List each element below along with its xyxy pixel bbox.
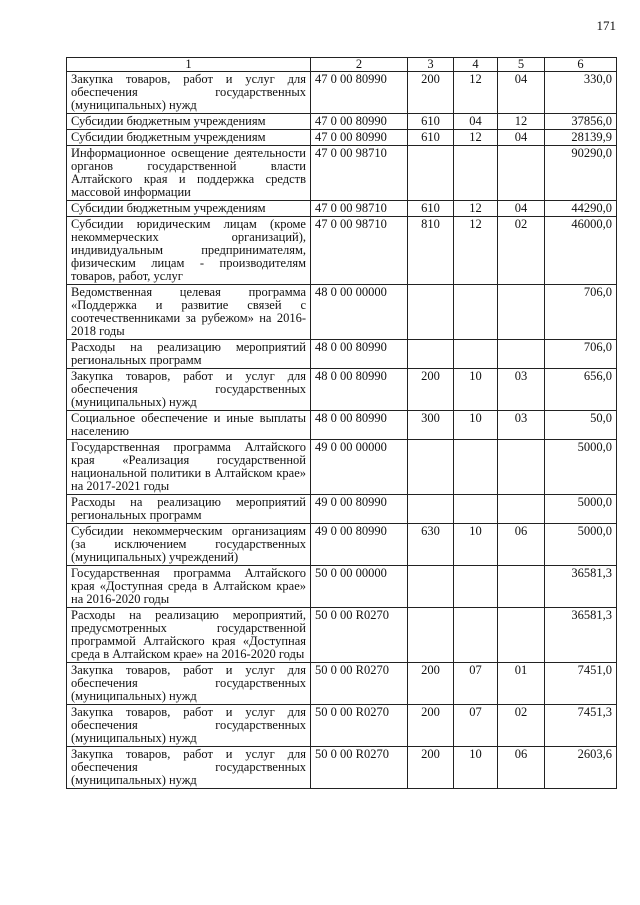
row-sum-cell: 5000,0 bbox=[545, 440, 617, 495]
row-sum-cell: 2603,6 bbox=[545, 747, 617, 789]
column-header-row bbox=[67, 58, 617, 72]
column-header-5: 5 bbox=[498, 58, 545, 72]
row-rz-cell: 10 bbox=[454, 524, 498, 566]
row-sum-cell: 7451,0 bbox=[545, 663, 617, 705]
row-vr-cell: 610 bbox=[408, 201, 454, 217]
row-code-cell: 47 0 00 80990 bbox=[311, 114, 408, 130]
row-pr-cell: 04 bbox=[498, 72, 545, 114]
row-code-cell: 47 0 00 98710 bbox=[311, 146, 408, 201]
table-row bbox=[67, 114, 617, 130]
row-pr-cell bbox=[498, 440, 545, 495]
row-rz-cell: 12 bbox=[454, 201, 498, 217]
row-pr-cell: 02 bbox=[498, 705, 545, 747]
budget-table bbox=[66, 57, 617, 789]
row-rz-cell: 12 bbox=[454, 217, 498, 285]
row-name-cell: Расходы на реализацию мероприятий региональных программ bbox=[67, 495, 311, 524]
row-code-cell: 48 0 00 80990 bbox=[311, 340, 408, 369]
row-vr-cell: 200 bbox=[408, 663, 454, 705]
table-row bbox=[67, 524, 617, 566]
row-sum-cell: 5000,0 bbox=[545, 524, 617, 566]
row-pr-cell: 03 bbox=[498, 369, 545, 411]
row-pr-cell: 03 bbox=[498, 411, 545, 440]
row-rz-cell: 04 bbox=[454, 114, 498, 130]
row-vr-cell bbox=[408, 566, 454, 608]
table-row bbox=[67, 201, 617, 217]
row-name-cell: Субсидии бюджетным учреждениям bbox=[67, 201, 311, 217]
row-code-cell: 47 0 00 80990 bbox=[311, 130, 408, 146]
table-row bbox=[67, 608, 617, 663]
row-pr-cell bbox=[498, 146, 545, 201]
row-name-cell: Субсидии бюджетным учреждениям bbox=[67, 130, 311, 146]
row-pr-cell bbox=[498, 285, 545, 340]
table-row bbox=[67, 130, 617, 146]
column-header-6: 6 bbox=[545, 58, 617, 72]
row-name-cell: Государственная программа Алтайского края «Реализация государственной национальной политики в Алтайском крае» на 2017-2021 годы bbox=[67, 440, 311, 495]
table-row bbox=[67, 663, 617, 705]
row-rz-cell bbox=[454, 146, 498, 201]
row-rz-cell: 12 bbox=[454, 130, 498, 146]
row-code-cell: 47 0 00 98710 bbox=[311, 217, 408, 285]
row-sum-cell: 330,0 bbox=[545, 72, 617, 114]
row-name-cell: Расходы на реализацию мероприятий региональных программ bbox=[67, 340, 311, 369]
table-row bbox=[67, 285, 617, 340]
row-rz-cell bbox=[454, 285, 498, 340]
table-row bbox=[67, 747, 617, 789]
row-sum-cell: 44290,0 bbox=[545, 201, 617, 217]
row-vr-cell: 630 bbox=[408, 524, 454, 566]
row-code-cell: 47 0 00 80990 bbox=[311, 72, 408, 114]
row-rz-cell: 10 bbox=[454, 747, 498, 789]
row-sum-cell: 656,0 bbox=[545, 369, 617, 411]
row-vr-cell bbox=[408, 146, 454, 201]
row-vr-cell: 610 bbox=[408, 114, 454, 130]
row-rz-cell: 10 bbox=[454, 369, 498, 411]
row-sum-cell: 5000,0 bbox=[545, 495, 617, 524]
table-row bbox=[67, 705, 617, 747]
row-name-cell: Ведомственная целевая программа «Поддержка и развитие связей с соотечественниками за рубежом» на 2016-2018 годы bbox=[67, 285, 311, 340]
row-name-cell: Закупка товаров, работ и услуг для обеспечения государственных (муниципальных) нужд bbox=[67, 663, 311, 705]
row-rz-cell: 07 bbox=[454, 663, 498, 705]
row-vr-cell bbox=[408, 608, 454, 663]
column-header-3: 3 bbox=[408, 58, 454, 72]
row-vr-cell bbox=[408, 285, 454, 340]
row-rz-cell: 12 bbox=[454, 72, 498, 114]
table-row bbox=[67, 369, 617, 411]
row-sum-cell: 36581,3 bbox=[545, 608, 617, 663]
row-sum-cell: 50,0 bbox=[545, 411, 617, 440]
row-pr-cell: 04 bbox=[498, 201, 545, 217]
row-code-cell: 50 0 00 R0270 bbox=[311, 705, 408, 747]
row-rz-cell bbox=[454, 608, 498, 663]
row-name-cell: Закупка товаров, работ и услуг для обеспечения государственных (муниципальных) нужд bbox=[67, 747, 311, 789]
row-pr-cell bbox=[498, 495, 545, 524]
row-sum-cell: 90290,0 bbox=[545, 146, 617, 201]
row-vr-cell: 200 bbox=[408, 705, 454, 747]
row-code-cell: 50 0 00 R0270 bbox=[311, 608, 408, 663]
row-code-cell: 49 0 00 00000 bbox=[311, 440, 408, 495]
row-rz-cell bbox=[454, 495, 498, 524]
table-row bbox=[67, 72, 617, 114]
row-vr-cell: 810 bbox=[408, 217, 454, 285]
row-vr-cell bbox=[408, 495, 454, 524]
table-row bbox=[67, 217, 617, 285]
row-code-cell: 50 0 00 R0270 bbox=[311, 663, 408, 705]
row-name-cell: Расходы на реализацию мероприятий, предусмотренных государственной программой Алтайского края «Доступная среда в Алтайском крае» на 2016-2020 годы bbox=[67, 608, 311, 663]
table-row bbox=[67, 566, 617, 608]
row-pr-cell: 02 bbox=[498, 217, 545, 285]
row-vr-cell: 200 bbox=[408, 72, 454, 114]
page-number: 171 bbox=[596, 18, 616, 33]
row-sum-cell: 706,0 bbox=[545, 340, 617, 369]
row-vr-cell: 200 bbox=[408, 369, 454, 411]
row-pr-cell: 06 bbox=[498, 524, 545, 566]
table-row bbox=[67, 146, 617, 201]
row-pr-cell: 04 bbox=[498, 130, 545, 146]
row-sum-cell: 46000,0 bbox=[545, 217, 617, 285]
row-vr-cell bbox=[408, 440, 454, 495]
row-code-cell: 48 0 00 80990 bbox=[311, 411, 408, 440]
row-pr-cell: 12 bbox=[498, 114, 545, 130]
row-code-cell: 48 0 00 00000 bbox=[311, 285, 408, 340]
row-pr-cell: 01 bbox=[498, 663, 545, 705]
row-code-cell: 47 0 00 98710 bbox=[311, 201, 408, 217]
row-rz-cell bbox=[454, 440, 498, 495]
row-rz-cell: 07 bbox=[454, 705, 498, 747]
row-name-cell: Субсидии бюджетным учреждениям bbox=[67, 114, 311, 130]
row-name-cell: Субсидии некоммерческим организациям (за исключением государственных (муниципальных) учреждений) bbox=[67, 524, 311, 566]
row-sum-cell: 36581,3 bbox=[545, 566, 617, 608]
table-row bbox=[67, 495, 617, 524]
row-name-cell: Закупка товаров, работ и услуг для обеспечения государственных (муниципальных) нужд bbox=[67, 705, 311, 747]
row-sum-cell: 7451,3 bbox=[545, 705, 617, 747]
row-rz-cell bbox=[454, 566, 498, 608]
row-sum-cell: 37856,0 bbox=[545, 114, 617, 130]
row-code-cell: 50 0 00 00000 bbox=[311, 566, 408, 608]
row-name-cell: Субсидии юридическим лицам (кроме некоммерческих организаций), индивидуальным предпринимателям, физическим лицам - производителям товаров, работ, услуг bbox=[67, 217, 311, 285]
row-sum-cell: 28139,9 bbox=[545, 130, 617, 146]
row-pr-cell bbox=[498, 566, 545, 608]
row-pr-cell bbox=[498, 340, 545, 369]
row-vr-cell: 200 bbox=[408, 747, 454, 789]
row-sum-cell: 706,0 bbox=[545, 285, 617, 340]
row-code-cell: 50 0 00 R0270 bbox=[311, 747, 408, 789]
column-header-1: 1 bbox=[67, 58, 311, 72]
table-row bbox=[67, 340, 617, 369]
row-name-cell: Информационное освещение деятельности органов государственной власти Алтайского края и поддержка средств массовой информации bbox=[67, 146, 311, 201]
row-pr-cell bbox=[498, 608, 545, 663]
row-name-cell: Государственная программа Алтайского края «Доступная среда в Алтайском крае» на 2016-2020 годы bbox=[67, 566, 311, 608]
row-name-cell: Социальное обеспечение и иные выплаты населению bbox=[67, 411, 311, 440]
row-name-cell: Закупка товаров, работ и услуг для обеспечения государственных (муниципальных) нужд bbox=[67, 72, 311, 114]
row-vr-cell: 610 bbox=[408, 130, 454, 146]
row-rz-cell: 10 bbox=[454, 411, 498, 440]
row-code-cell: 49 0 00 80990 bbox=[311, 495, 408, 524]
row-vr-cell: 300 bbox=[408, 411, 454, 440]
column-header-4: 4 bbox=[454, 58, 498, 72]
row-pr-cell: 06 bbox=[498, 747, 545, 789]
row-code-cell: 48 0 00 80990 bbox=[311, 369, 408, 411]
column-header-2: 2 bbox=[311, 58, 408, 72]
row-code-cell: 49 0 00 80990 bbox=[311, 524, 408, 566]
row-name-cell: Закупка товаров, работ и услуг для обеспечения государственных (муниципальных) нужд bbox=[67, 369, 311, 411]
row-vr-cell bbox=[408, 340, 454, 369]
table-row bbox=[67, 440, 617, 495]
row-rz-cell bbox=[454, 340, 498, 369]
table-row bbox=[67, 411, 617, 440]
